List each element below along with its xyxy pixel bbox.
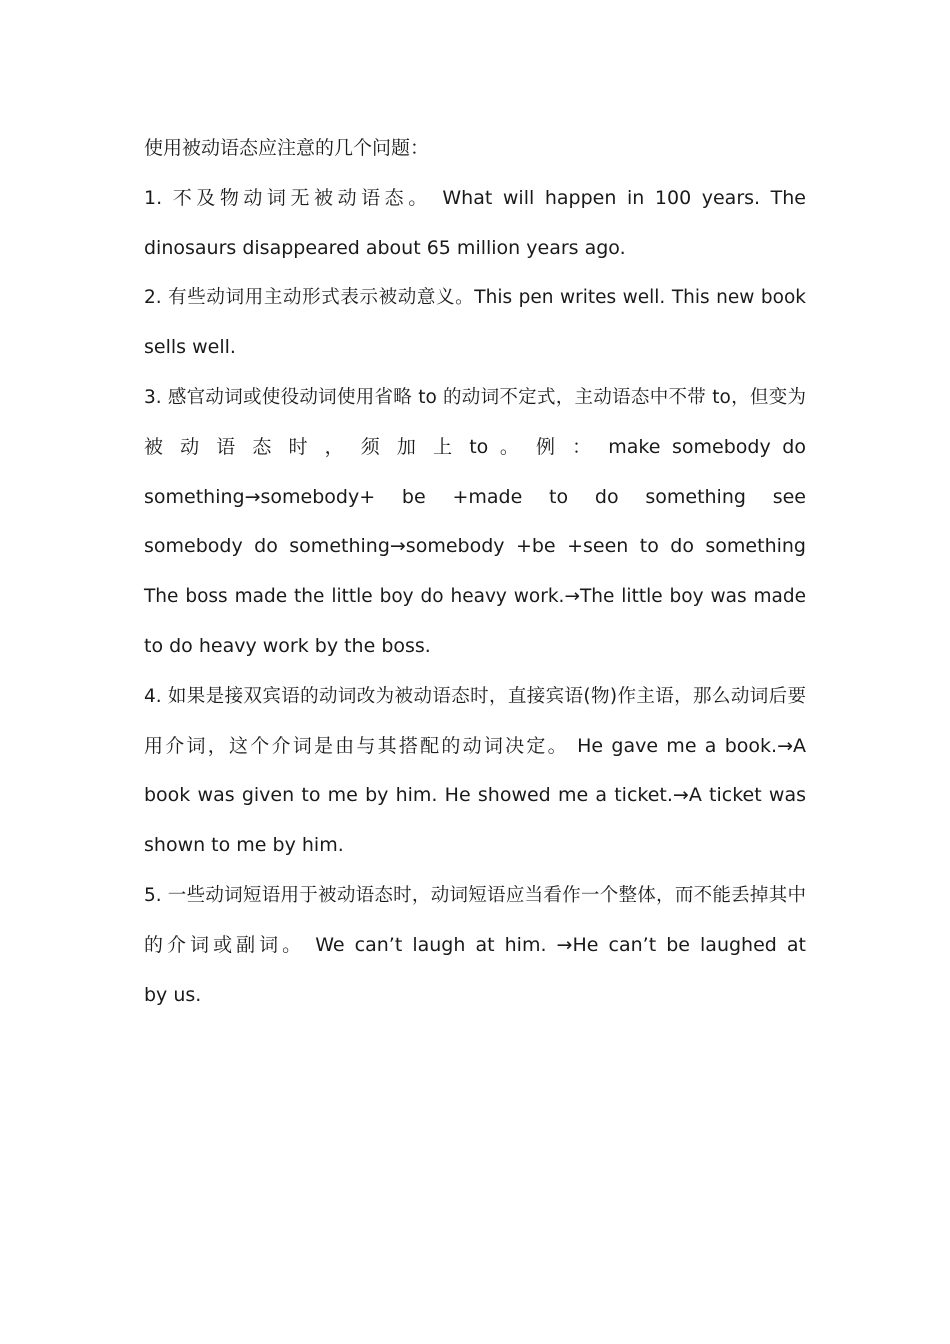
- rule-3-line-3: something→somebody+ be +made to do something see: [144, 485, 806, 508]
- rule-4-line-4: shown to me by him.: [144, 834, 344, 857]
- rule-1-line-1: 1. 不及物动词无被动语态。 What will happen in 100 years. The: [144, 186, 806, 209]
- rule-3-line-6: to do heavy work by the boss.: [144, 634, 431, 657]
- rule-4-line-3: book was given to me by him. He showed me a ticket.→A ticket was: [144, 784, 806, 807]
- rule-5-line-2: 的介词或副词。 We can’t laugh at him. →He can’t be laughed at: [144, 933, 806, 956]
- rule-4-line-2: 用介词，这个介词是由与其搭配的动词决定。 He gave me a book.→A: [144, 734, 806, 757]
- rule-3-line-5: The boss made the little boy do heavy work.→The little boy was made: [144, 586, 806, 608]
- rule-5-line-1: 5. 一些动词短语用于被动语态时，动词短语应当看作一个整体，而不能丢掉其中: [144, 884, 806, 906]
- rule-2-line-2: sells well.: [144, 336, 236, 359]
- rule-3-line-2: 被 动 语 态 时 ， 须 加 上 to 。 例 ： make somebody do: [144, 435, 806, 458]
- rule-2-line-1: 2. 有些动词用主动形式表示被动意义。This pen writes well. This new book: [144, 287, 806, 309]
- rule-3-line-4: somebody do something→somebody +be +seen to do something: [144, 535, 806, 558]
- section-heading: 使用被动语态应注意的几个问题：: [144, 137, 430, 159]
- rule-3-line-1: 3. 感官动词或使役动词使用省略 to 的动词不定式，主动语态中不带 to，但变为: [144, 386, 806, 408]
- rule-5-line-3: by us.: [144, 983, 202, 1006]
- rule-4-line-1: 4. 如果是接双宾语的动词改为被动语态时，直接宾语(物)作主语，那么动词后要: [144, 685, 806, 707]
- rule-1-line-2: dinosaurs disappeared about 65 million years ago.: [144, 236, 626, 259]
- document-body: [144, 124, 806, 1020]
